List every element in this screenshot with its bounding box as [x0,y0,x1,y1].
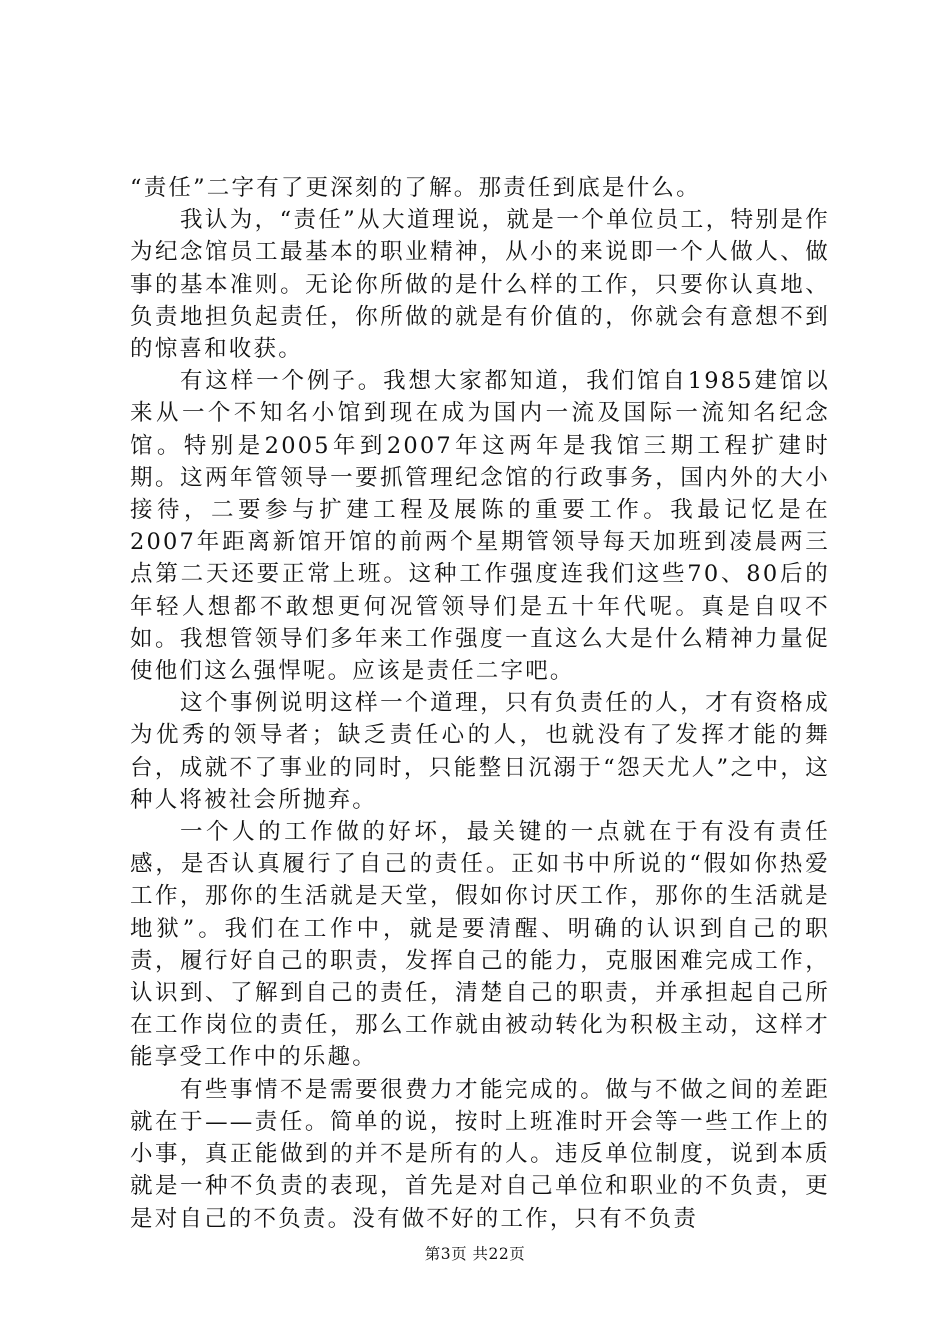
paragraph: “责任”二字有了更深刻的了解。那责任到底是什么。 [130,175,701,201]
paragraph: 我认为，“责任”从大道理说，就是一个单位员工，特别是作为纪念馆员工最基本的职业精神，从小的来说即一个人做人、做事的基本准则。无论你所做的是什么样的工作，只要你认真地、负责地担负起责任，你所做的就是有价值的，你就会有意想不到的惊喜和收获。 [130,207,830,363]
paragraph: 一个人的工作做的好坏，最关键的一点就在于有没有责任感，是否认真履行了自己的责任。正如书中所说的“假如你热爱工作，那你的生活就是天堂，假如你讨厌工作，那你的生活就是地狱”。我们在工作中，就是要清醒、明确的认识到自己的职责，履行好自己的职责，发挥自己的能力，克服困难完成工作，认识到、了解到自己的责任，清楚自己的职责，并承担起自己所在工作岗位的责任，那么工作就由被动转化为积极主动，这样才能享受工作中的乐趣。 [130,819,830,1071]
document-body [130,172,830,1235]
page-footer: 第3页 共22页 [424,1245,526,1263]
paragraph: 有些事情不是需要很费力才能完成的。做与不做之间的差距就在于——责任。简单的说，按时上班准时开会等一些工作上的小事，真正能做到的并不是所有的人。违反单位制度，说到本质就是一种不负责的表现，首先是对自己单位和职业的不负责，更是对自己的不负责。没有做不好的工作，只有不负责 [130,1076,830,1232]
paragraph: 有这样一个例子。我想大家都知道，我们馆自1985建馆以来从一个不知名小馆到现在成为国内一流及国际一流知名纪念馆。特别是2005年到2007年这两年是我馆三期工程扩建时期。这两年管领导一要抓管理纪念馆的行政事务，国内外的大小接待，二要参与扩建工程及展陈的重要工作。我最记忆是在2007年距离新馆开馆的前两个星期管领导每天加班到凌晨两三点第二天还要正常上班。这种工作强度连我们这些70、80后的年轻人想都不敢想更何况管领导们是五十年代呢。真是自叹不如。我想管领导们多年来工作强度一直这么大是什么精神力量促使他们这么强悍呢。应该是责任二字吧。 [130,368,830,685]
paragraph: 这个事例说明这样一个道理，只有负责任的人，才有资格成为优秀的领导者；缺乏责任心的人，也就没有了发挥才能的舞台，成就不了事业的同时，只能整日沉溺于“怨天尤人”之中，这种人将被社会所抛弃。 [130,690,830,813]
